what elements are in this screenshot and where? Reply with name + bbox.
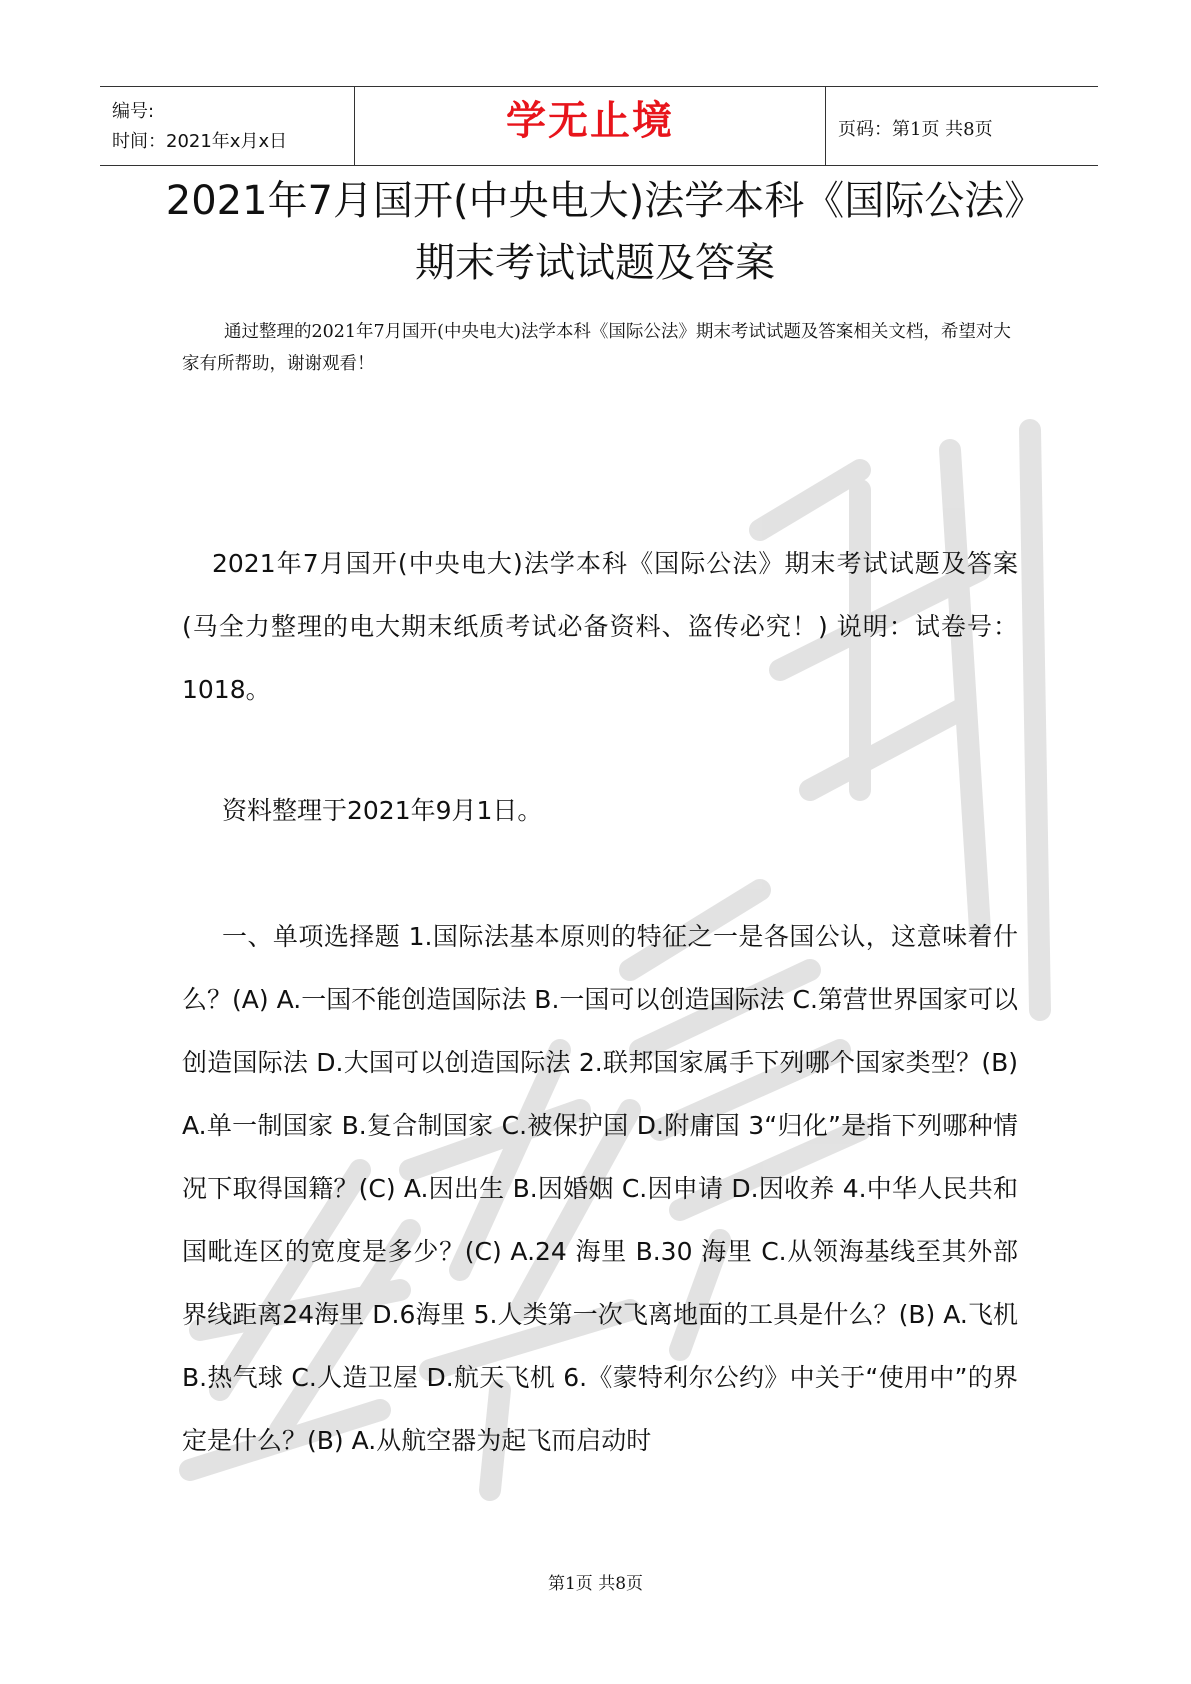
header-table — [100, 86, 1098, 166]
paragraph-compile-date: 资料整理于2021年9月1日。 — [222, 796, 543, 825]
header-middle-cell — [354, 87, 826, 165]
page-footer: 第1页 共8页 — [547, 1574, 644, 1594]
document-title: 2021年7月国开(中央电大)法学本科《国际公法》期末考试试题及答案 — [165, 178, 1025, 286]
brand-slogan: 学无止境 — [506, 98, 674, 144]
header-right-cell — [826, 87, 1098, 165]
header-left-cell — [100, 87, 354, 165]
document-intro: 通过整理的2021年7月国开(中央电大)法学本科《国际公法》期末考试试题及答案相关文档，希望对大家有所帮助，谢谢观看！ — [182, 322, 1011, 374]
paragraph-questions: 一、单项选择题 1.国际法基本原则的特征之一是各国公认，这意味着什么？(A) A.一国不能创造国际法 B.一国可以创造国际法 C.第营世界国家可以创造国际法 D.大国可以创造国际法 2.联邦国家属手下列哪个国家类型？(B) A.单一制国家 B.复合制国家 C.被保护国 D.附庸国 3“归化”是指下列哪种情况下取得国籍？(C) A.因出生 B.因婚姻 C.因申请 D.因收养 4.中华人民共和国毗连区的宽度是多少？(C) A.24 海里 B.30 海里 C.从领海基线至其外部界线距离24海里 D.6海里 5.人类第一次飞离地面的工具是什么？(B) A.飞机 B.热气球 C.人造卫屋 D.航天飞机 6.《蒙特利尔公约》中关于“使用中”的界定是什么？(B) A.从航空器为起飞而启动时 — [182, 922, 1018, 1455]
paragraph-exam-info: 2021年7月国开(中央电大)法学本科《国际公法》期末考试试题及答案 (马全力整理的电大期末纸质考试必备资料、盗传必究！) 说明：试卷号：1018。 — [182, 549, 1018, 704]
time-label: 时间：2021年x月x日 — [112, 131, 288, 152]
page-code: 页码：第1页 共8页 — [838, 119, 993, 140]
serial-label: 编号: — [112, 101, 155, 122]
